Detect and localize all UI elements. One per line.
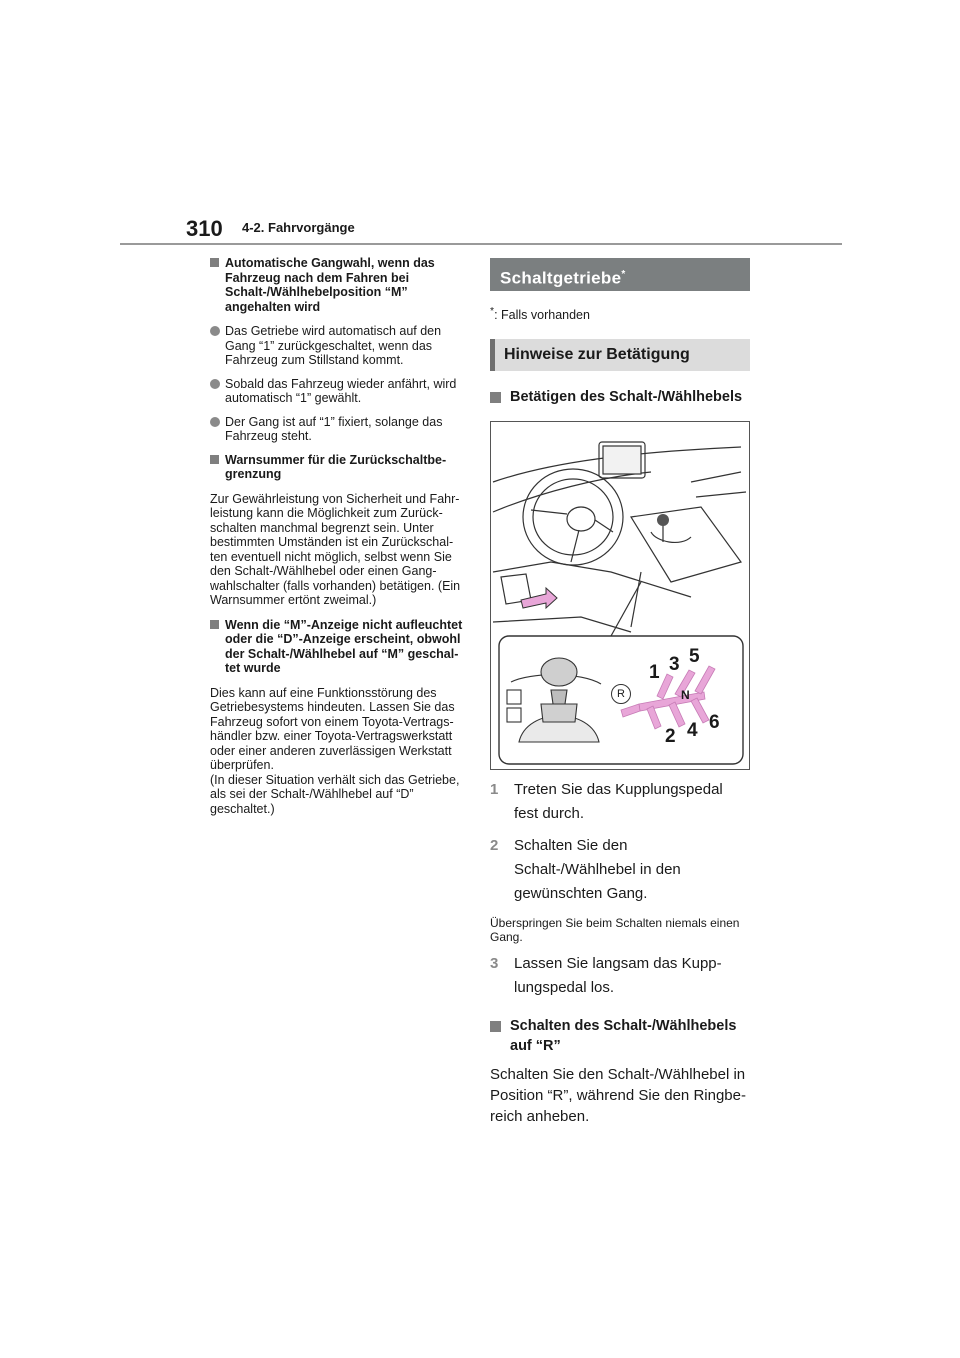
bullet-item: Der Gang ist auf “1” fixiert, solange das Fahrzeug steht. <box>210 415 468 444</box>
gear-label-3: 3 <box>669 654 680 675</box>
step-3 <box>490 952 750 1000</box>
paragraph-malfunction: Dies kann auf eine Funktionsstörung des Getriebesystems hindeuten. Lassen Sie das Fahrzeug sofort von einem Toyota-Vertrags-händler bzw. einer Toyota-Vertragswerkstatt oder einer anderen zuverlässigen Werkstatt überprüfen. <box>210 685 455 772</box>
page-number: 310 <box>186 216 223 241</box>
band-title: Schaltgetriebe <box>500 268 622 288</box>
gear-label-reverse: R <box>611 684 631 704</box>
gear-label-5: 5 <box>689 646 700 667</box>
paragraph-shift-to-r: Schalten Sie den Schalt-/Wählhebel in Position “R”, während Sie den Ringbe-reich anheben. <box>490 1066 746 1125</box>
gear-label-neutral: N <box>681 688 690 702</box>
footnote <box>490 306 750 321</box>
heading-operate-lever: Betätigen des Schalt-/Wählhebels <box>490 387 750 407</box>
left-column <box>210 256 468 816</box>
step-2 <box>490 834 750 906</box>
step-1 <box>490 778 750 826</box>
step-number: 3 <box>490 955 499 972</box>
note-no-skip: Überspringen Sie beim Schalten niemals einen Gang. <box>490 916 740 944</box>
step-text: Lassen Sie langsam das Kupp-lungspedal los. <box>514 955 722 996</box>
bullet-item: Sobald das Fahrzeug wieder anfährt, wird automatisch “1” gewählt. <box>210 377 468 406</box>
step-number: 1 <box>490 781 499 798</box>
step-number: 2 <box>490 837 499 854</box>
heading-m-indicator: Wenn die “M”-Anzeige nicht aufleuchtet oder die “D”-Anzeige erscheint, obwohl der Schalt-/Wählhebel auf “M” geschal-tet wurde <box>210 618 468 676</box>
gear-shift-figure <box>490 421 750 770</box>
step-text: Treten Sie das Kupplungspedal fest durch. <box>514 781 723 822</box>
section-path: 4-2. Fahrvorgänge <box>242 220 355 235</box>
bullet-item: Das Getriebe wird automatisch auf den Gang “1” zurückgeschaltet, wenn das Fahrzeug zum Stillstand kommt. <box>210 324 468 368</box>
gear-label-6: 6 <box>709 712 720 733</box>
right-column <box>490 258 750 1127</box>
header-rule <box>120 243 842 245</box>
paragraph-downshift-buzzer: Zur Gewährleistung von Sicherheit und Fahr-leistung kann die Möglichkeit zum Zurück-schalten manchmal begrenzt sein. Unter bestimmten Umständen ist ein Zurückschal-ten eventuell nicht möglich, selbst wenn Sie den Schalt-/Wählhebel oder einen Gang-wahlschalter (falls vorhanden) betätigen. (Ein Warnsummer ertönt zweimal.) <box>210 491 461 607</box>
paragraph-situation: (In dieser Situation verhält sich das Getriebe, als sei der Schalt-/Wählhebel auf “D” geschaltet.) <box>210 772 460 816</box>
subsection-band: Hinweise zur Betätigung <box>490 339 750 371</box>
step-text: Schalten Sie den Schalt-/Wählhebel in den gewünschten Gang. <box>514 837 681 902</box>
gear-label-1: 1 <box>649 662 660 683</box>
heading-shift-to-r: Schalten des Schalt-/Wählhebels auf “R” <box>490 1016 750 1056</box>
heading-auto-gear-selection: Automatische Gangwahl, wenn das Fahrzeug nach dem Fahren bei Schalt-/Wählhebelposition “M” angehalten wird <box>210 256 468 314</box>
footnote-mark: * <box>490 306 495 317</box>
section-band <box>490 258 750 291</box>
shift-pattern <box>609 644 741 754</box>
band-footnote-mark: * <box>621 269 626 280</box>
gear-label-2: 2 <box>665 726 676 747</box>
footnote-text: : Falls vorhanden <box>494 308 590 323</box>
gear-label-4: 4 <box>687 720 698 741</box>
heading-downshift-buzzer: Warnsummer für die Zurückschaltbe-grenzung <box>210 453 468 482</box>
